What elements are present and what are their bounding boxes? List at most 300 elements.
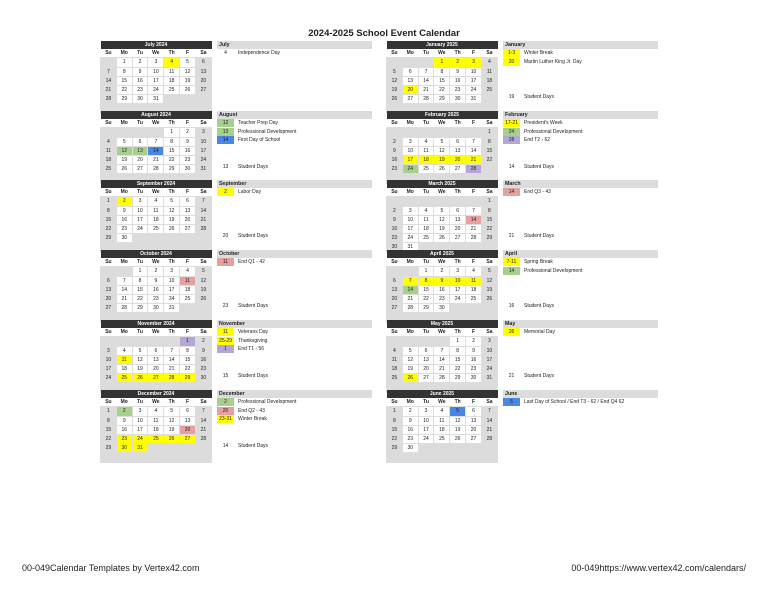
day-cell: 5 — [450, 407, 466, 416]
day-cell: 23 — [450, 85, 466, 94]
empty-cell — [387, 267, 403, 276]
weekday-label: Th — [164, 398, 180, 407]
day-cell: 27 — [180, 434, 196, 443]
month-calendar — [386, 111, 498, 184]
day-cell: 21 — [195, 425, 211, 434]
event-row — [503, 398, 658, 407]
day-cell: 7 — [101, 67, 117, 76]
weekday-label: Su — [101, 119, 117, 128]
day-cell: 21 — [116, 294, 132, 303]
day-cell: 15 — [180, 355, 196, 364]
event-date: 11 — [217, 258, 234, 266]
student-days — [503, 164, 554, 170]
day-cell: 31 — [148, 95, 164, 104]
day-cell: 3 — [195, 128, 211, 137]
day-cell: 10 — [450, 276, 466, 285]
day-cell: 26 — [195, 294, 211, 303]
event-title: Veterans Day — [238, 329, 269, 335]
event-title: Martin Luther King Jr. Day — [524, 58, 582, 65]
day-cell: 11 — [164, 67, 180, 76]
day-cell: 20 — [180, 215, 196, 224]
day-cell: 16 — [132, 76, 148, 85]
day-cell: 19 — [116, 155, 132, 164]
day-cell: 10 — [132, 206, 148, 215]
event-row — [217, 136, 372, 145]
day-cell: 3 — [132, 407, 148, 416]
day-cell: 16 — [466, 355, 482, 364]
weekday-label: Su — [387, 188, 403, 197]
empty-cell — [148, 128, 164, 137]
day-cell: 9 — [387, 215, 403, 224]
day-cell: 21 — [195, 215, 211, 224]
day-cell: 19 — [180, 76, 196, 85]
day-cell: 12 — [116, 146, 132, 155]
day-cell: 3 — [148, 58, 164, 67]
day-cell: 27 — [148, 374, 164, 383]
weekday-label: Sa — [195, 398, 211, 407]
day-cell: 16 — [180, 146, 196, 155]
event-row — [217, 128, 372, 137]
event-panel-title: July — [217, 41, 372, 49]
event-title: End Q3 - 43 — [524, 189, 551, 195]
weekday-label: Sa — [481, 258, 497, 267]
day-cell: 24 — [450, 294, 466, 303]
day-cell: 12 — [481, 276, 497, 285]
student-days — [503, 373, 554, 379]
weekday-label: Mo — [402, 258, 418, 267]
event-title: End Q1 - 42 — [238, 259, 265, 265]
day-cell: 31 — [466, 95, 482, 104]
weekday-label: F — [466, 328, 482, 337]
event-row — [503, 267, 658, 276]
empty-cell — [132, 337, 148, 346]
empty-cell — [434, 197, 450, 206]
day-cell: 1 — [481, 128, 497, 137]
empty-cell — [418, 197, 434, 206]
event-title: Last Day of School / End T3 - 62 / End Q4 62 — [524, 399, 625, 405]
day-cell: 1 — [387, 407, 403, 416]
student-days-count: 14 — [508, 164, 515, 170]
day-cell: 5 — [481, 267, 497, 276]
day-cell: 19 — [132, 364, 148, 373]
day-cell: 15 — [116, 76, 132, 85]
day-cell: 10 — [466, 67, 482, 76]
weekday-label: Mo — [402, 328, 418, 337]
day-cell: 23 — [180, 155, 196, 164]
empty-cell — [101, 128, 117, 137]
day-cell: 15 — [132, 285, 148, 294]
empty-cell — [195, 234, 211, 243]
event-date: 7-11 — [503, 258, 520, 266]
day-cell: 28 — [402, 304, 418, 313]
event-date: 2 — [217, 188, 234, 196]
day-cell: 30 — [116, 234, 132, 243]
event-title: End T2 - 62 — [524, 137, 551, 144]
event-panel-title: October — [217, 250, 372, 258]
month-title: July 2024 — [101, 41, 212, 49]
empty-cell — [116, 337, 132, 346]
student-days-label: Student Days — [524, 94, 555, 100]
empty-cell — [402, 58, 418, 67]
day-cell: 6 — [101, 276, 117, 285]
empty-cell — [180, 453, 196, 462]
day-cell: 2 — [387, 137, 403, 146]
day-cell: 9 — [116, 416, 132, 425]
day-cell: 1 — [101, 407, 117, 416]
day-cell: 7 — [466, 206, 482, 215]
day-cell: 6 — [180, 197, 196, 206]
day-cell: 10 — [132, 416, 148, 425]
weekday-label: Tu — [132, 258, 148, 267]
weekday-label: Sa — [481, 328, 497, 337]
day-cell: 30 — [466, 374, 482, 383]
day-cell: 29 — [116, 95, 132, 104]
month-title: August 2024 — [101, 111, 212, 119]
empty-cell — [180, 444, 196, 453]
day-cell: 7 — [148, 137, 164, 146]
weekday-label: F — [466, 398, 482, 407]
weekday-label: F — [180, 328, 196, 337]
student-days — [217, 233, 268, 239]
event-row — [503, 258, 658, 267]
day-cell: 4 — [387, 346, 403, 355]
day-cell: 2 — [387, 206, 403, 215]
empty-cell — [180, 304, 196, 313]
day-cell: 13 — [402, 76, 418, 85]
day-cell: 15 — [450, 355, 466, 364]
day-cell: 19 — [164, 215, 180, 224]
event-panel — [217, 180, 372, 242]
weekday-label: Sa — [481, 398, 497, 407]
event-date: 12 — [217, 119, 234, 127]
student-days-count: 15 — [222, 373, 229, 379]
day-cell: 16 — [148, 285, 164, 294]
weekday-label: F — [466, 119, 482, 128]
empty-cell — [481, 444, 497, 453]
event-title: Memorial Day — [524, 329, 555, 335]
day-cell: 22 — [180, 364, 196, 373]
weekday-label: Mo — [116, 49, 132, 58]
day-cell: 9 — [450, 67, 466, 76]
day-cell: 17 — [402, 155, 418, 164]
day-cell: 22 — [434, 85, 450, 94]
empty-cell — [116, 267, 132, 276]
empty-cell — [434, 444, 450, 453]
day-cell: 12 — [132, 355, 148, 364]
day-cell: 7 — [466, 137, 482, 146]
day-cell: 12 — [402, 355, 418, 364]
day-cell: 17 — [195, 146, 211, 155]
weekday-label: Su — [101, 49, 117, 58]
day-cell: 25 — [148, 434, 164, 443]
day-cell: 17 — [402, 224, 418, 233]
day-cell: 10 — [402, 146, 418, 155]
day-cell: 12 — [164, 416, 180, 425]
day-cell: 6 — [418, 346, 434, 355]
student-days-label: Student Days — [238, 443, 269, 449]
day-cell: 29 — [450, 374, 466, 383]
weekday-label: Su — [101, 398, 117, 407]
weekday-label: Sa — [195, 188, 211, 197]
day-cell: 22 — [164, 155, 180, 164]
empty-cell — [481, 95, 497, 104]
day-cell: 29 — [418, 304, 434, 313]
empty-cell — [195, 304, 211, 313]
empty-cell — [466, 444, 482, 453]
day-cell: 19 — [434, 224, 450, 233]
day-cell: 13 — [450, 215, 466, 224]
day-cell: 13 — [180, 416, 196, 425]
day-cell: 19 — [402, 364, 418, 373]
day-cell: 8 — [132, 276, 148, 285]
day-cell: 25 — [164, 85, 180, 94]
day-cell: 24 — [164, 294, 180, 303]
day-cell: 13 — [132, 146, 148, 155]
day-cell: 20 — [101, 294, 117, 303]
day-cell: 12 — [195, 276, 211, 285]
day-cell: 21 — [148, 155, 164, 164]
day-cell: 11 — [418, 215, 434, 224]
day-cell: 20 — [450, 155, 466, 164]
day-cell: 25 — [434, 434, 450, 443]
day-cell: 18 — [180, 285, 196, 294]
day-cell: 23 — [195, 364, 211, 373]
empty-cell — [180, 95, 196, 104]
empty-cell — [101, 453, 117, 462]
day-cell: 8 — [481, 206, 497, 215]
day-cell: 6 — [402, 67, 418, 76]
weekday-label: We — [148, 49, 164, 58]
day-cell: 16 — [116, 425, 132, 434]
day-cell: 30 — [402, 444, 418, 453]
event-row — [217, 258, 372, 267]
month-calendar — [100, 41, 212, 114]
weekday-label: We — [434, 398, 450, 407]
day-cell: 14 — [434, 355, 450, 364]
day-cell: 9 — [180, 137, 196, 146]
event-title: Thanksgiving — [238, 337, 268, 344]
month-calendar — [386, 250, 498, 323]
day-cell: 28 — [195, 434, 211, 443]
weekday-label: F — [466, 49, 482, 58]
day-cell: 26 — [450, 434, 466, 443]
empty-cell — [466, 453, 482, 462]
empty-cell — [434, 128, 450, 137]
event-title: Teacher Prep Day — [238, 120, 279, 126]
empty-cell — [387, 58, 403, 67]
day-cell: 17 — [132, 215, 148, 224]
day-cell: 22 — [132, 294, 148, 303]
event-row — [503, 58, 658, 67]
weekday-label: We — [434, 188, 450, 197]
day-cell: 11 — [180, 276, 196, 285]
empty-cell — [466, 197, 482, 206]
day-cell: 20 — [402, 85, 418, 94]
day-cell: 6 — [466, 407, 482, 416]
day-cell: 5 — [164, 407, 180, 416]
empty-cell — [434, 337, 450, 346]
day-cell: 15 — [481, 146, 497, 155]
day-cell: 20 — [180, 425, 196, 434]
day-cell: 14 — [101, 76, 117, 85]
day-cell: 1 — [101, 197, 117, 206]
day-cell: 11 — [466, 276, 482, 285]
empty-cell — [164, 95, 180, 104]
event-row — [217, 337, 372, 346]
day-cell: 18 — [148, 215, 164, 224]
empty-cell — [164, 453, 180, 462]
weekday-label: Su — [101, 188, 117, 197]
event-panel — [503, 250, 658, 312]
weekday-label: Su — [101, 328, 117, 337]
day-cell: 3 — [481, 337, 497, 346]
day-cell: 13 — [450, 146, 466, 155]
day-cell: 29 — [101, 234, 117, 243]
day-cell: 26 — [132, 374, 148, 383]
empty-cell — [402, 453, 418, 462]
empty-cell — [101, 267, 117, 276]
event-row — [217, 119, 372, 128]
weekday-label: Sa — [481, 119, 497, 128]
event-title: Winter Break — [524, 50, 553, 56]
day-cell: 26 — [164, 434, 180, 443]
month-calendar — [100, 180, 212, 253]
day-cell: 30 — [195, 374, 211, 383]
day-cell: 9 — [466, 346, 482, 355]
day-cell: 26 — [180, 85, 196, 94]
day-cell: 9 — [116, 206, 132, 215]
day-cell: 24 — [402, 165, 418, 174]
event-date: 13 — [217, 128, 234, 136]
event-panel-title: September — [217, 180, 372, 188]
day-cell: 12 — [180, 67, 196, 76]
day-cell: 24 — [195, 155, 211, 164]
day-cell: 25 — [466, 294, 482, 303]
day-cell: 11 — [148, 206, 164, 215]
day-cell: 30 — [116, 444, 132, 453]
day-cell: 23 — [434, 294, 450, 303]
page-title: 2024-2025 School Event Calendar — [308, 28, 460, 39]
day-cell: 25 — [148, 224, 164, 233]
day-cell: 1 — [180, 337, 196, 346]
day-cell: 22 — [101, 224, 117, 233]
day-cell: 14 — [402, 285, 418, 294]
student-days-label: Student Days — [524, 373, 555, 379]
month-title: October 2024 — [101, 250, 212, 258]
event-date: 17-21 — [503, 119, 520, 127]
weekday-label: F — [180, 119, 196, 128]
empty-cell — [132, 453, 148, 462]
event-date: 26 — [503, 328, 520, 336]
event-date: 2 — [217, 398, 234, 406]
day-cell: 2 — [195, 337, 211, 346]
day-cell: 24 — [418, 434, 434, 443]
weekday-label: Mo — [402, 119, 418, 128]
month-calendar — [386, 320, 498, 393]
day-cell: 14 — [195, 416, 211, 425]
event-title: Professional Development — [524, 267, 583, 274]
day-cell: 4 — [418, 206, 434, 215]
day-cell: 3 — [466, 58, 482, 67]
weekday-label: We — [434, 258, 450, 267]
day-cell: 24 — [132, 224, 148, 233]
day-cell: 27 — [466, 434, 482, 443]
event-row — [503, 119, 658, 128]
day-cell: 21 — [466, 224, 482, 233]
day-cell: 14 — [466, 215, 482, 224]
day-cell: 31 — [164, 304, 180, 313]
day-cell: 8 — [387, 416, 403, 425]
day-cell: 16 — [402, 425, 418, 434]
weekday-label: We — [148, 328, 164, 337]
weekday-label: Th — [450, 398, 466, 407]
day-cell: 23 — [387, 234, 403, 243]
empty-cell — [148, 453, 164, 462]
day-cell: 3 — [164, 267, 180, 276]
day-cell: 28 — [116, 304, 132, 313]
month-title: April 2025 — [387, 250, 498, 258]
month-calendar — [100, 250, 212, 323]
event-title: First Day of School — [238, 137, 281, 144]
day-cell: 26 — [434, 165, 450, 174]
day-cell: 4 — [466, 267, 482, 276]
day-cell: 24 — [148, 85, 164, 94]
weekday-label: F — [180, 398, 196, 407]
day-cell: 10 — [195, 137, 211, 146]
day-cell: 10 — [148, 67, 164, 76]
empty-cell — [195, 444, 211, 453]
day-cell: 19 — [164, 425, 180, 434]
student-days-label: Student Days — [524, 303, 555, 309]
day-cell: 18 — [101, 155, 117, 164]
day-cell: 12 — [434, 146, 450, 155]
day-cell: 28 — [466, 234, 482, 243]
month-title: May 2025 — [387, 320, 498, 328]
day-cell: 2 — [180, 128, 196, 137]
day-cell: 24 — [402, 234, 418, 243]
day-cell: 16 — [450, 76, 466, 85]
day-cell: 21 — [101, 85, 117, 94]
weekday-label: Sa — [481, 188, 497, 197]
empty-cell — [148, 444, 164, 453]
day-cell: 4 — [164, 58, 180, 67]
weekday-label: Th — [450, 119, 466, 128]
day-cell: 22 — [418, 294, 434, 303]
empty-cell — [101, 337, 117, 346]
day-cell: 6 — [148, 346, 164, 355]
weekday-label: Mo — [116, 328, 132, 337]
empty-cell — [387, 453, 403, 462]
weekday-label: We — [434, 119, 450, 128]
day-cell: 4 — [180, 267, 196, 276]
day-cell: 20 — [450, 224, 466, 233]
day-cell: 20 — [466, 425, 482, 434]
day-cell: 19 — [195, 285, 211, 294]
student-days-count: 16 — [508, 303, 515, 309]
empty-cell — [195, 453, 211, 462]
empty-cell — [164, 444, 180, 453]
day-cell: 26 — [481, 294, 497, 303]
empty-cell — [402, 197, 418, 206]
weekday-label: Su — [101, 258, 117, 267]
weekday-label: We — [148, 398, 164, 407]
empty-cell — [481, 165, 497, 174]
day-cell: 17 — [450, 285, 466, 294]
empty-cell — [450, 304, 466, 313]
weekday-label: Mo — [402, 398, 418, 407]
student-days — [217, 443, 268, 449]
day-cell: 29 — [132, 304, 148, 313]
